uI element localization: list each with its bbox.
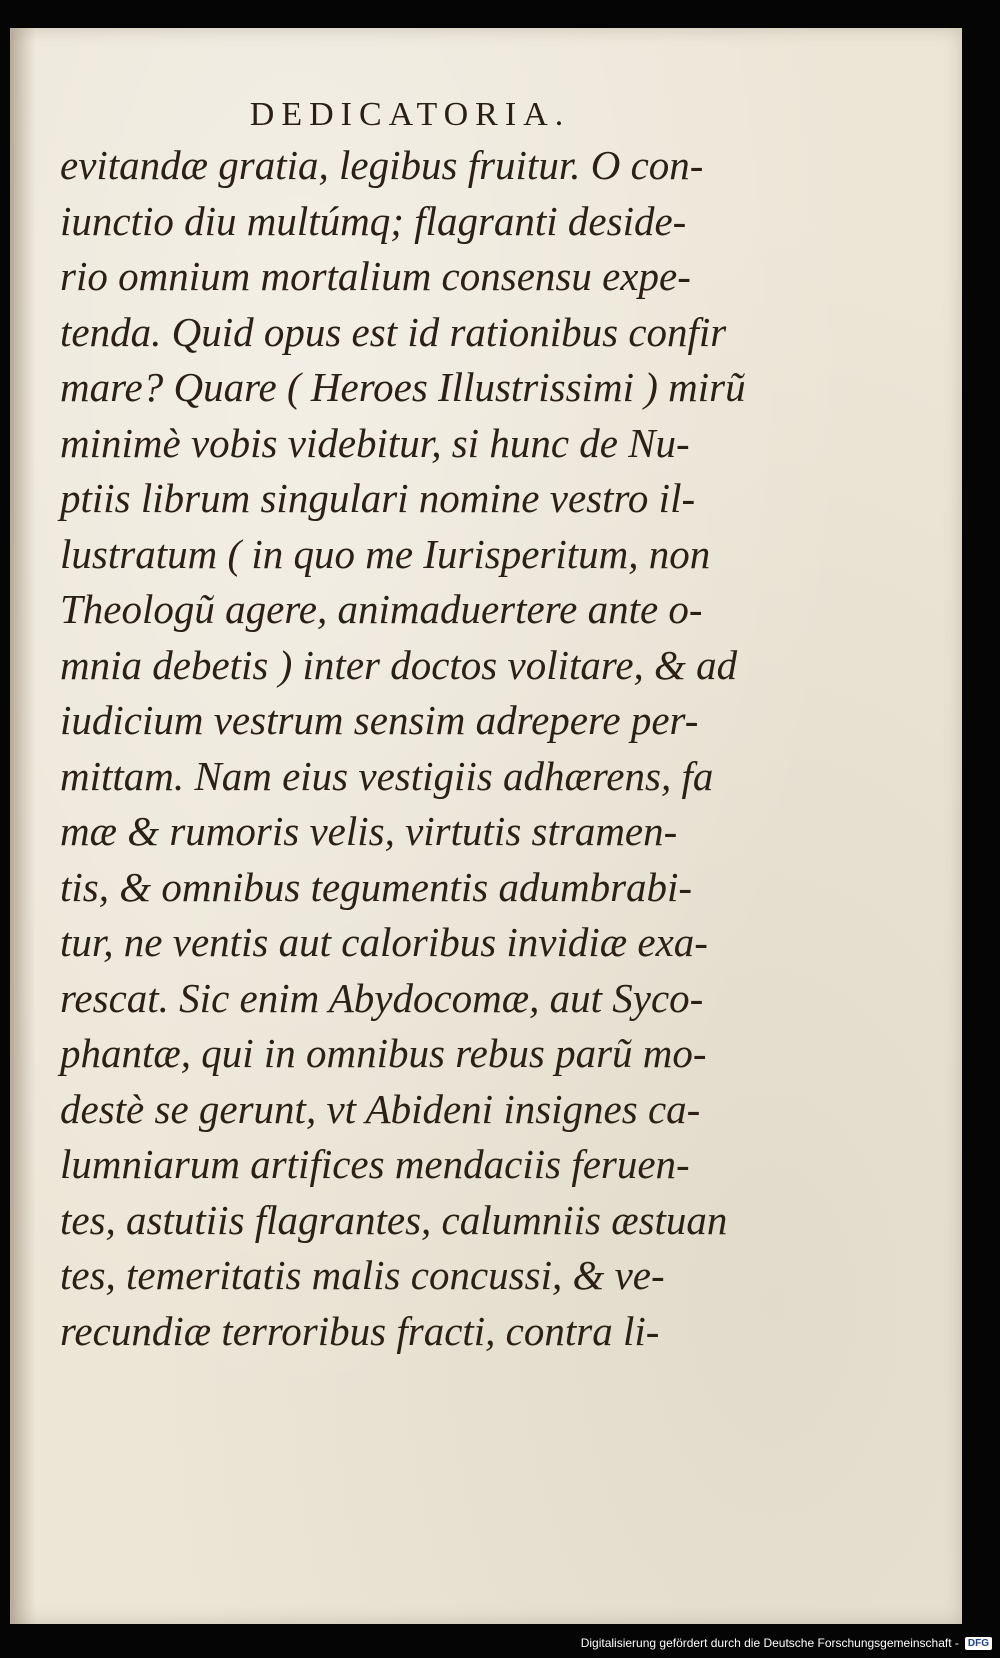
text-line: iudicium vestrum sensim adrepere per- [60, 697, 699, 743]
text-line: recundiæ terroribus fracti, contra li- [60, 1307, 660, 1354]
text-line: destè se gerunt, vt Abideni insignes ca- [60, 1085, 701, 1132]
dfg-logo: DFG [965, 1637, 992, 1650]
funding-credit [581, 1632, 992, 1654]
text-line: iunctio diu multúmq; flagranti deside- [60, 197, 687, 244]
text-line: lumniarum artifices mendaciis feruen- [60, 1141, 690, 1187]
text-line: tur, ne ventis aut caloribus invidiæ exa- [60, 919, 708, 965]
text-line: ptiis librum singulari nomine vestro il- [60, 475, 696, 521]
text-line: tenda. Quid opus est id rationibus confir [60, 308, 727, 355]
text-line: mare? Quare ( Heroes Illustrissimi ) mirũ [60, 364, 746, 410]
text-line: minimè vobis videbitur, si hunc de Nu- [60, 419, 690, 466]
text-line: lustratum ( in quo me Iurisperitum, non [60, 530, 711, 577]
running-header: DEDICATORIA. [249, 96, 571, 133]
page-text-block [60, 96, 746, 1359]
text-line: rescat. Sic enim Abydocomæ, aut Syco- [60, 974, 704, 1021]
page-gutter-shadow [10, 28, 36, 1624]
text-line: evitandæ gratia, legibus fruitur. O con- [60, 142, 704, 188]
text-line: tes, temeritatis malis concussi, & ve- [60, 1252, 665, 1298]
text-line: tis, & omnibus tegumentis adumbrabi- [60, 863, 693, 910]
text-line: mittam. Nam eius vestigiis adhærens, fa [60, 752, 714, 799]
text-line: Theologũ agere, animaduertere ante o- [60, 586, 703, 632]
text-line: tes, astutiis flagrantes, calumniis æstuan [60, 1196, 728, 1243]
text-line: phantæ, qui in omnibus rebus parũ mo- [60, 1030, 707, 1076]
credit-text: Digitalisierung gefördert durch die Deutsche Forschungsgemeinschaft - [580, 1636, 959, 1650]
text-line: rio omnium mortalium consensu expe- [60, 253, 691, 299]
text-line: mnia debetis ) inter doctos volitare, & ad [60, 641, 738, 688]
body-lines [60, 138, 746, 1359]
text-line: mæ & rumoris velis, virtutis stramen- [60, 808, 678, 854]
